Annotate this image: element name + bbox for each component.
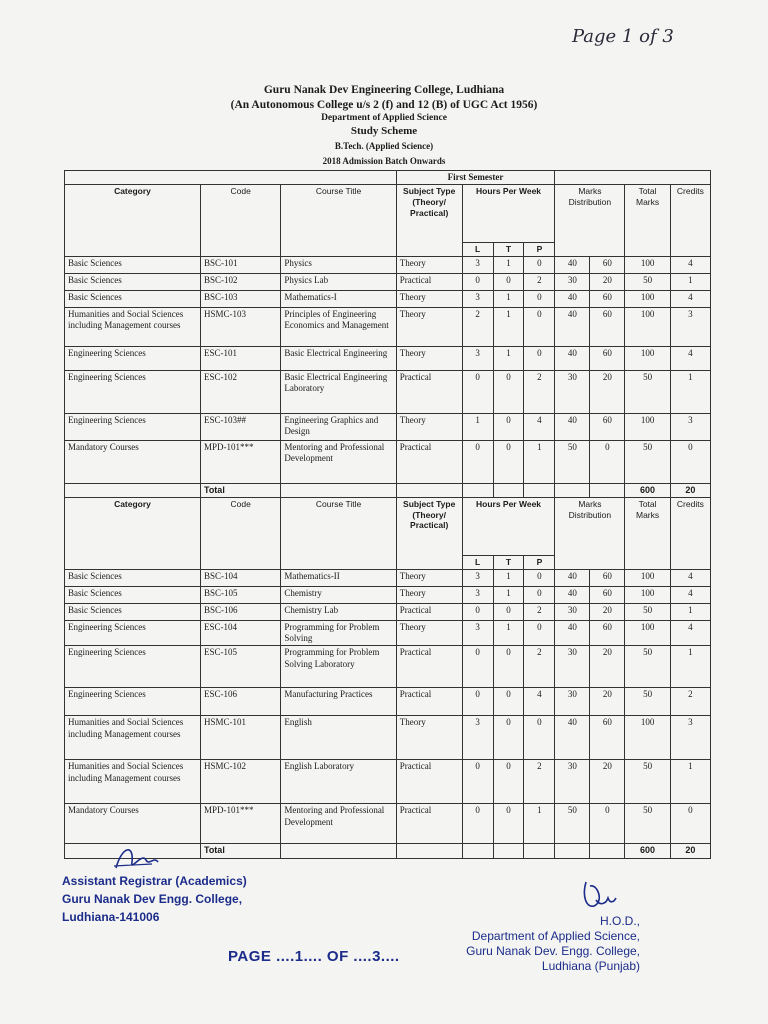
col-header-category: Category	[65, 498, 201, 570]
hours-l: 3	[462, 620, 493, 646]
credits: 3	[670, 307, 710, 346]
marks-external: 60	[590, 620, 625, 646]
col-header-credits: Credits	[670, 185, 710, 257]
course-category: Engineering Sciences	[65, 646, 201, 688]
course-title: Principles of Engineering Economics and Management	[281, 307, 396, 346]
course-code: BSC-101	[200, 256, 280, 273]
hours-p: 0	[524, 620, 555, 646]
col-header-l: L	[462, 243, 493, 257]
hours-l: 0	[462, 370, 493, 413]
hod-department: Department of Applied Science,	[471, 929, 640, 943]
semester-total-credits: 20	[670, 483, 710, 497]
marks-internal: 40	[555, 586, 590, 603]
hours-p: 1	[524, 440, 555, 483]
course-code: ESC-103##	[200, 413, 280, 440]
study-scheme-table	[64, 170, 711, 859]
hours-l: 3	[462, 256, 493, 273]
col-header-t: T	[493, 556, 524, 570]
hours-l: 3	[462, 716, 493, 760]
course-row	[65, 603, 711, 620]
course-row	[65, 646, 711, 688]
col-header-marks: Marks Distribution	[555, 498, 625, 570]
course-category: Mandatory Courses	[65, 804, 201, 844]
semester-total-marks: 600	[625, 844, 670, 858]
subject-type: Practical	[396, 440, 462, 483]
marks-internal: 40	[555, 256, 590, 273]
course-category: Humanities and Social Sciences including Management courses	[65, 307, 201, 346]
marks-external: 60	[590, 586, 625, 603]
course-title: Physics Lab	[281, 273, 396, 290]
total-marks: 50	[625, 603, 670, 620]
course-row	[65, 307, 711, 346]
marks-external: 20	[590, 603, 625, 620]
batch-label: 2018 Admission Batch Onwards	[322, 156, 446, 166]
registrar-title: Assistant Registrar (Academics)	[62, 874, 247, 888]
course-row	[65, 716, 711, 760]
col-header-type: Subject Type (Theory/ Practical)	[396, 498, 462, 570]
course-code: BSC-104	[200, 569, 280, 586]
credits: 3	[670, 413, 710, 440]
hours-l: 2	[462, 307, 493, 346]
credits: 4	[670, 620, 710, 646]
hours-l: 1	[462, 413, 493, 440]
hours-t: 1	[493, 307, 524, 346]
marks-internal: 30	[555, 646, 590, 688]
subject-type: Theory	[396, 586, 462, 603]
course-title: Programming for Problem Solving	[281, 620, 396, 646]
blank-cell	[462, 844, 493, 858]
course-row	[65, 290, 711, 307]
course-title: English Laboratory	[281, 760, 396, 804]
document-title: Study Scheme	[350, 125, 418, 137]
blank-cell	[555, 844, 590, 858]
credits: 4	[670, 256, 710, 273]
hours-p: 2	[524, 370, 555, 413]
course-code: ESC-101	[200, 346, 280, 370]
course-code: ESC-105	[200, 646, 280, 688]
hours-p: 0	[524, 716, 555, 760]
hours-t: 0	[493, 413, 524, 440]
blank-cell	[590, 483, 625, 497]
marks-external: 60	[590, 716, 625, 760]
col-header-total-marks: Total Marks	[625, 185, 670, 257]
hours-t: 0	[493, 688, 524, 716]
marks-external: 60	[590, 256, 625, 273]
total-row	[65, 483, 711, 497]
total-marks: 50	[625, 440, 670, 483]
marks-external: 20	[590, 273, 625, 290]
credits: 1	[670, 370, 710, 413]
col-header-hours: Hours Per Week	[462, 498, 555, 556]
course-code: ESC-106	[200, 688, 280, 716]
hours-t: 0	[493, 716, 524, 760]
course-row	[65, 256, 711, 273]
course-category: Basic Sciences	[65, 256, 201, 273]
blank-cell	[590, 844, 625, 858]
total-marks: 100	[625, 569, 670, 586]
subject-type: Theory	[396, 346, 462, 370]
college-name: Guru Nanak Dev Engineering College, Ludhiana	[263, 84, 505, 96]
hours-p: 2	[524, 603, 555, 620]
col-header-credits: Credits	[670, 498, 710, 570]
blank-cell	[555, 483, 590, 497]
hours-l: 0	[462, 688, 493, 716]
hours-t: 1	[493, 290, 524, 307]
hod-stamp	[420, 914, 640, 974]
hours-l: 0	[462, 440, 493, 483]
credits: 1	[670, 760, 710, 804]
total-marks: 100	[625, 620, 670, 646]
credits: 4	[670, 586, 710, 603]
course-category: Humanities and Social Sciences including Management courses	[65, 716, 201, 760]
course-title: Mentoring and Professional Development	[281, 440, 396, 483]
course-category: Basic Sciences	[65, 586, 201, 603]
course-category: Basic Sciences	[65, 603, 201, 620]
course-title: Chemistry Lab	[281, 603, 396, 620]
subject-type: Theory	[396, 256, 462, 273]
col-header-hours: Hours Per Week	[462, 185, 555, 243]
blank-cell	[524, 483, 555, 497]
subject-type: Theory	[396, 620, 462, 646]
marks-external: 20	[590, 370, 625, 413]
subject-type: Practical	[396, 804, 462, 844]
blank-cell	[65, 483, 201, 497]
hours-l: 0	[462, 646, 493, 688]
subject-type: Theory	[396, 569, 462, 586]
hours-t: 0	[493, 804, 524, 844]
col-header-title: Course Title	[281, 498, 396, 570]
subject-type: Practical	[396, 603, 462, 620]
marks-internal: 30	[555, 273, 590, 290]
hours-t: 0	[493, 273, 524, 290]
hours-l: 3	[462, 569, 493, 586]
program-name: B.Tech. (Applied Science)	[334, 141, 434, 151]
course-row	[65, 586, 711, 603]
marks-internal: 40	[555, 569, 590, 586]
marks-internal: 40	[555, 307, 590, 346]
course-category: Basic Sciences	[65, 273, 201, 290]
registrar-college: Guru Nanak Dev Engg. College,	[62, 892, 243, 906]
marks-internal: 30	[555, 603, 590, 620]
marks-external: 20	[590, 688, 625, 716]
course-code: HSMC-101	[200, 716, 280, 760]
credits: 3	[670, 716, 710, 760]
hod-city: Ludhiana (Punjab)	[541, 959, 640, 973]
credits: 1	[670, 273, 710, 290]
hours-p: 2	[524, 273, 555, 290]
total-marks: 100	[625, 716, 670, 760]
marks-external: 20	[590, 646, 625, 688]
hours-p: 0	[524, 307, 555, 346]
hours-p: 2	[524, 646, 555, 688]
col-header-code: Code	[200, 185, 280, 257]
hours-t: 1	[493, 586, 524, 603]
hours-p: 0	[524, 290, 555, 307]
credits: 4	[670, 346, 710, 370]
hours-l: 0	[462, 804, 493, 844]
hours-p: 0	[524, 256, 555, 273]
credits: 2	[670, 688, 710, 716]
hod-title: H.O.D.,	[599, 914, 640, 928]
hours-t: 1	[493, 346, 524, 370]
blank-cell	[65, 171, 397, 185]
course-row	[65, 760, 711, 804]
semester-total-credits: 20	[670, 844, 710, 858]
marks-external: 20	[590, 760, 625, 804]
credits: 4	[670, 569, 710, 586]
course-title: Physics	[281, 256, 396, 273]
course-row	[65, 440, 711, 483]
col-header-l: L	[462, 556, 493, 570]
col-header-p: P	[524, 556, 555, 570]
credits: 4	[670, 290, 710, 307]
course-category: Engineering Sciences	[65, 688, 201, 716]
total-marks: 100	[625, 290, 670, 307]
col-header-marks: Marks Distribution	[555, 185, 625, 257]
total-marks: 100	[625, 586, 670, 603]
hours-p: 1	[524, 804, 555, 844]
course-category: Engineering Sciences	[65, 413, 201, 440]
course-title: Mentoring and Professional Development	[281, 804, 396, 844]
hod-signature	[578, 876, 618, 917]
course-category: Mandatory Courses	[65, 440, 201, 483]
col-header-p: P	[524, 243, 555, 257]
page-count-handwritten: Page 1 of 3	[572, 26, 674, 47]
marks-external: 60	[590, 346, 625, 370]
course-code: BSC-106	[200, 603, 280, 620]
course-code: MPD-101***	[200, 440, 280, 483]
hours-p: 2	[524, 760, 555, 804]
col-header-t: T	[493, 243, 524, 257]
course-title: Mathematics-II	[281, 569, 396, 586]
total-marks: 100	[625, 307, 670, 346]
hours-p: 4	[524, 413, 555, 440]
course-row	[65, 569, 711, 586]
hours-l: 0	[462, 603, 493, 620]
total-marks: 50	[625, 688, 670, 716]
page-stamp: PAGE ....1.... OF ....3....	[228, 948, 400, 965]
course-code: ESC-104	[200, 620, 280, 646]
marks-internal: 40	[555, 290, 590, 307]
course-row	[65, 804, 711, 844]
marks-external: 0	[590, 440, 625, 483]
semester-total-marks: 600	[625, 483, 670, 497]
course-title: Basic Electrical Engineering Laboratory	[281, 370, 396, 413]
course-title: Manufacturing Practices	[281, 688, 396, 716]
marks-external: 60	[590, 413, 625, 440]
col-header-total-marks: Total Marks	[625, 498, 670, 570]
blank-cell	[524, 844, 555, 858]
course-title: Chemistry	[281, 586, 396, 603]
credits: 1	[670, 603, 710, 620]
course-title: English	[281, 716, 396, 760]
course-code: BSC-102	[200, 273, 280, 290]
hours-l: 3	[462, 346, 493, 370]
hours-t: 0	[493, 760, 524, 804]
course-row	[65, 370, 711, 413]
subject-type: Theory	[396, 307, 462, 346]
blank-cell	[462, 483, 493, 497]
hours-p: 0	[524, 586, 555, 603]
subject-type: Practical	[396, 760, 462, 804]
semester-label: First Semester	[396, 171, 555, 185]
total-marks: 100	[625, 413, 670, 440]
hours-t: 0	[493, 440, 524, 483]
registrar-city: Ludhiana-141006	[62, 910, 160, 924]
blank-cell	[396, 483, 462, 497]
subject-type: Practical	[396, 273, 462, 290]
total-label: Total	[200, 844, 280, 858]
subject-type: Theory	[396, 716, 462, 760]
marks-external: 60	[590, 569, 625, 586]
total-marks: 50	[625, 804, 670, 844]
subject-type: Theory	[396, 413, 462, 440]
course-code: BSC-105	[200, 586, 280, 603]
course-category: Basic Sciences	[65, 290, 201, 307]
course-category: Engineering Sciences	[65, 620, 201, 646]
hours-t: 0	[493, 370, 524, 413]
hours-p: 0	[524, 346, 555, 370]
total-label: Total	[200, 483, 280, 497]
col-header-category: Category	[65, 185, 201, 257]
marks-internal: 30	[555, 370, 590, 413]
subject-type: Practical	[396, 370, 462, 413]
hod-college: Guru Nanak Dev. Engg. College,	[466, 944, 640, 958]
hours-t: 1	[493, 620, 524, 646]
marks-internal: 40	[555, 716, 590, 760]
course-title: Mathematics-I	[281, 290, 396, 307]
subject-type: Practical	[396, 688, 462, 716]
course-row	[65, 273, 711, 290]
course-code: BSC-103	[200, 290, 280, 307]
marks-internal: 40	[555, 346, 590, 370]
hours-p: 0	[524, 569, 555, 586]
blank-cell	[493, 483, 524, 497]
course-title: Basic Electrical Engineering	[281, 346, 396, 370]
subject-type: Theory	[396, 290, 462, 307]
marks-external: 60	[590, 307, 625, 346]
course-title: Engineering Graphics and Design	[281, 413, 396, 440]
credits: 0	[670, 804, 710, 844]
credits: 1	[670, 646, 710, 688]
credits: 0	[670, 440, 710, 483]
col-header-code: Code	[200, 498, 280, 570]
total-marks: 50	[625, 646, 670, 688]
total-marks: 50	[625, 370, 670, 413]
blank-cell	[281, 483, 396, 497]
marks-external: 60	[590, 290, 625, 307]
blank-cell	[396, 844, 462, 858]
hours-t: 0	[493, 646, 524, 688]
course-category: Basic Sciences	[65, 569, 201, 586]
course-title: Programming for Problem Solving Laboratory	[281, 646, 396, 688]
course-row	[65, 346, 711, 370]
marks-internal: 40	[555, 620, 590, 646]
course-code: ESC-102	[200, 370, 280, 413]
marks-internal: 30	[555, 760, 590, 804]
marks-external: 0	[590, 804, 625, 844]
marks-internal: 40	[555, 413, 590, 440]
hours-t: 1	[493, 569, 524, 586]
blank-cell	[555, 171, 711, 185]
course-code: HSMC-103	[200, 307, 280, 346]
total-marks: 100	[625, 256, 670, 273]
course-row	[65, 413, 711, 440]
course-row	[65, 688, 711, 716]
total-marks: 100	[625, 346, 670, 370]
total-marks: 50	[625, 760, 670, 804]
department-name: Department of Applied Science	[321, 113, 447, 123]
hours-t: 1	[493, 256, 524, 273]
course-category: Engineering Sciences	[65, 346, 201, 370]
hours-l: 3	[462, 290, 493, 307]
course-code: HSMC-102	[200, 760, 280, 804]
hours-l: 0	[462, 760, 493, 804]
total-marks: 50	[625, 273, 670, 290]
blank-cell	[281, 844, 396, 858]
course-row	[65, 620, 711, 646]
course-code: MPD-101***	[200, 804, 280, 844]
col-header-type: Subject Type (Theory/ Practical)	[396, 185, 462, 257]
col-header-title: Course Title	[281, 185, 396, 257]
subject-type: Practical	[396, 646, 462, 688]
marks-internal: 50	[555, 804, 590, 844]
hours-l: 0	[462, 273, 493, 290]
registrar-stamp	[62, 872, 247, 926]
hours-t: 0	[493, 603, 524, 620]
blank-cell	[493, 844, 524, 858]
course-category: Engineering Sciences	[65, 370, 201, 413]
course-category: Humanities and Social Sciences including Management courses	[65, 760, 201, 804]
marks-internal: 50	[555, 440, 590, 483]
marks-internal: 30	[555, 688, 590, 716]
hours-l: 3	[462, 586, 493, 603]
hours-p: 4	[524, 688, 555, 716]
autonomous-status: (An Autonomous College u/s 2 (f) and 12 (B) of UGC Act 1956)	[230, 99, 538, 111]
